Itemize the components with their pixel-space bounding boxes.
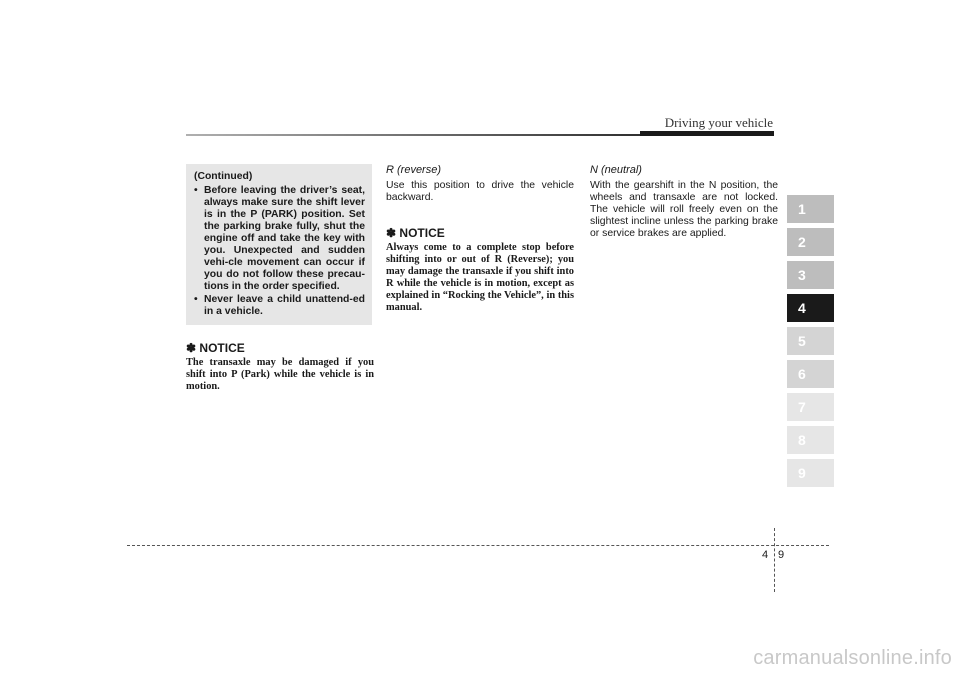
column-3	[590, 164, 778, 240]
notice-star-icon: ✽	[186, 341, 197, 355]
footer-rule	[127, 545, 829, 546]
notice-title: NOTICE	[399, 226, 445, 240]
neutral-heading: N (neutral)	[590, 164, 642, 176]
chapter-tab-7[interactable]: 7	[787, 393, 834, 421]
chapter-tab-5[interactable]: 5	[787, 327, 834, 355]
section-title: Driving your vehicle	[664, 115, 773, 130]
callout-bullet-text: Never leave a child unattend-ed in a vehicle.	[204, 294, 365, 317]
column-2	[386, 164, 574, 314]
notice-heading	[186, 341, 374, 355]
chapter-tab-8[interactable]: 8	[787, 426, 834, 454]
bullet-icon: •	[194, 294, 198, 305]
page-chapter-number: 4	[762, 549, 769, 561]
page-number: 9	[778, 549, 785, 561]
warning-callout	[186, 164, 372, 325]
neutral-paragraph: With the gearshift in the N position, the wheels and transaxle are not locked. The vehicle will roll freely even on the slightest incline unless the parking brake or service brakes are applied.	[590, 180, 778, 239]
reverse-heading: R (reverse)	[386, 164, 442, 176]
notice-title: NOTICE	[199, 341, 245, 355]
chapter-tab-4[interactable]: 4	[787, 294, 834, 322]
callout-continued-label: (Continued)	[194, 171, 253, 182]
chapter-tab-2[interactable]: 2	[787, 228, 834, 256]
callout-bullet-text: Before leaving the driver’s seat, always make sure the shift lever is in the P (PARK) position. Set the parking brake fully, shut the engine off and take the key with you. Unexpected and sudden vehi-cle movement can occur if you do not follow these precau-tions in the order specified.	[204, 185, 365, 292]
chapter-tab-6[interactable]: 6	[787, 360, 834, 388]
bullet-icon: •	[194, 185, 198, 196]
notice-heading	[386, 226, 574, 240]
header-rule-accent	[640, 131, 774, 136]
chapter-tab-3[interactable]: 3	[787, 261, 834, 289]
notice-star-icon: ✽	[386, 226, 397, 240]
chapter-tabs	[787, 195, 834, 492]
footer-divider	[774, 528, 775, 592]
callout-bullet	[194, 185, 365, 293]
column-1	[186, 164, 374, 393]
notice-body: Always come to a complete stop before shifting into or out of R (Reverse); you may damage the transaxle if you shift into R while the vehicle is in motion, except as explained in “Rocking the Vehicle”, in this manual.	[386, 242, 574, 313]
notice-body: The transaxle may be damaged if you shift into P (Park) while the vehicle is in motion.	[186, 357, 374, 392]
reverse-paragraph: Use this position to drive the vehicle backward.	[386, 180, 574, 203]
chapter-tab-1[interactable]: 1	[787, 195, 834, 223]
callout-bullet	[194, 294, 365, 318]
watermark-text: carmanualsonline.info	[753, 647, 952, 669]
chapter-tab-9[interactable]: 9	[787, 459, 834, 487]
